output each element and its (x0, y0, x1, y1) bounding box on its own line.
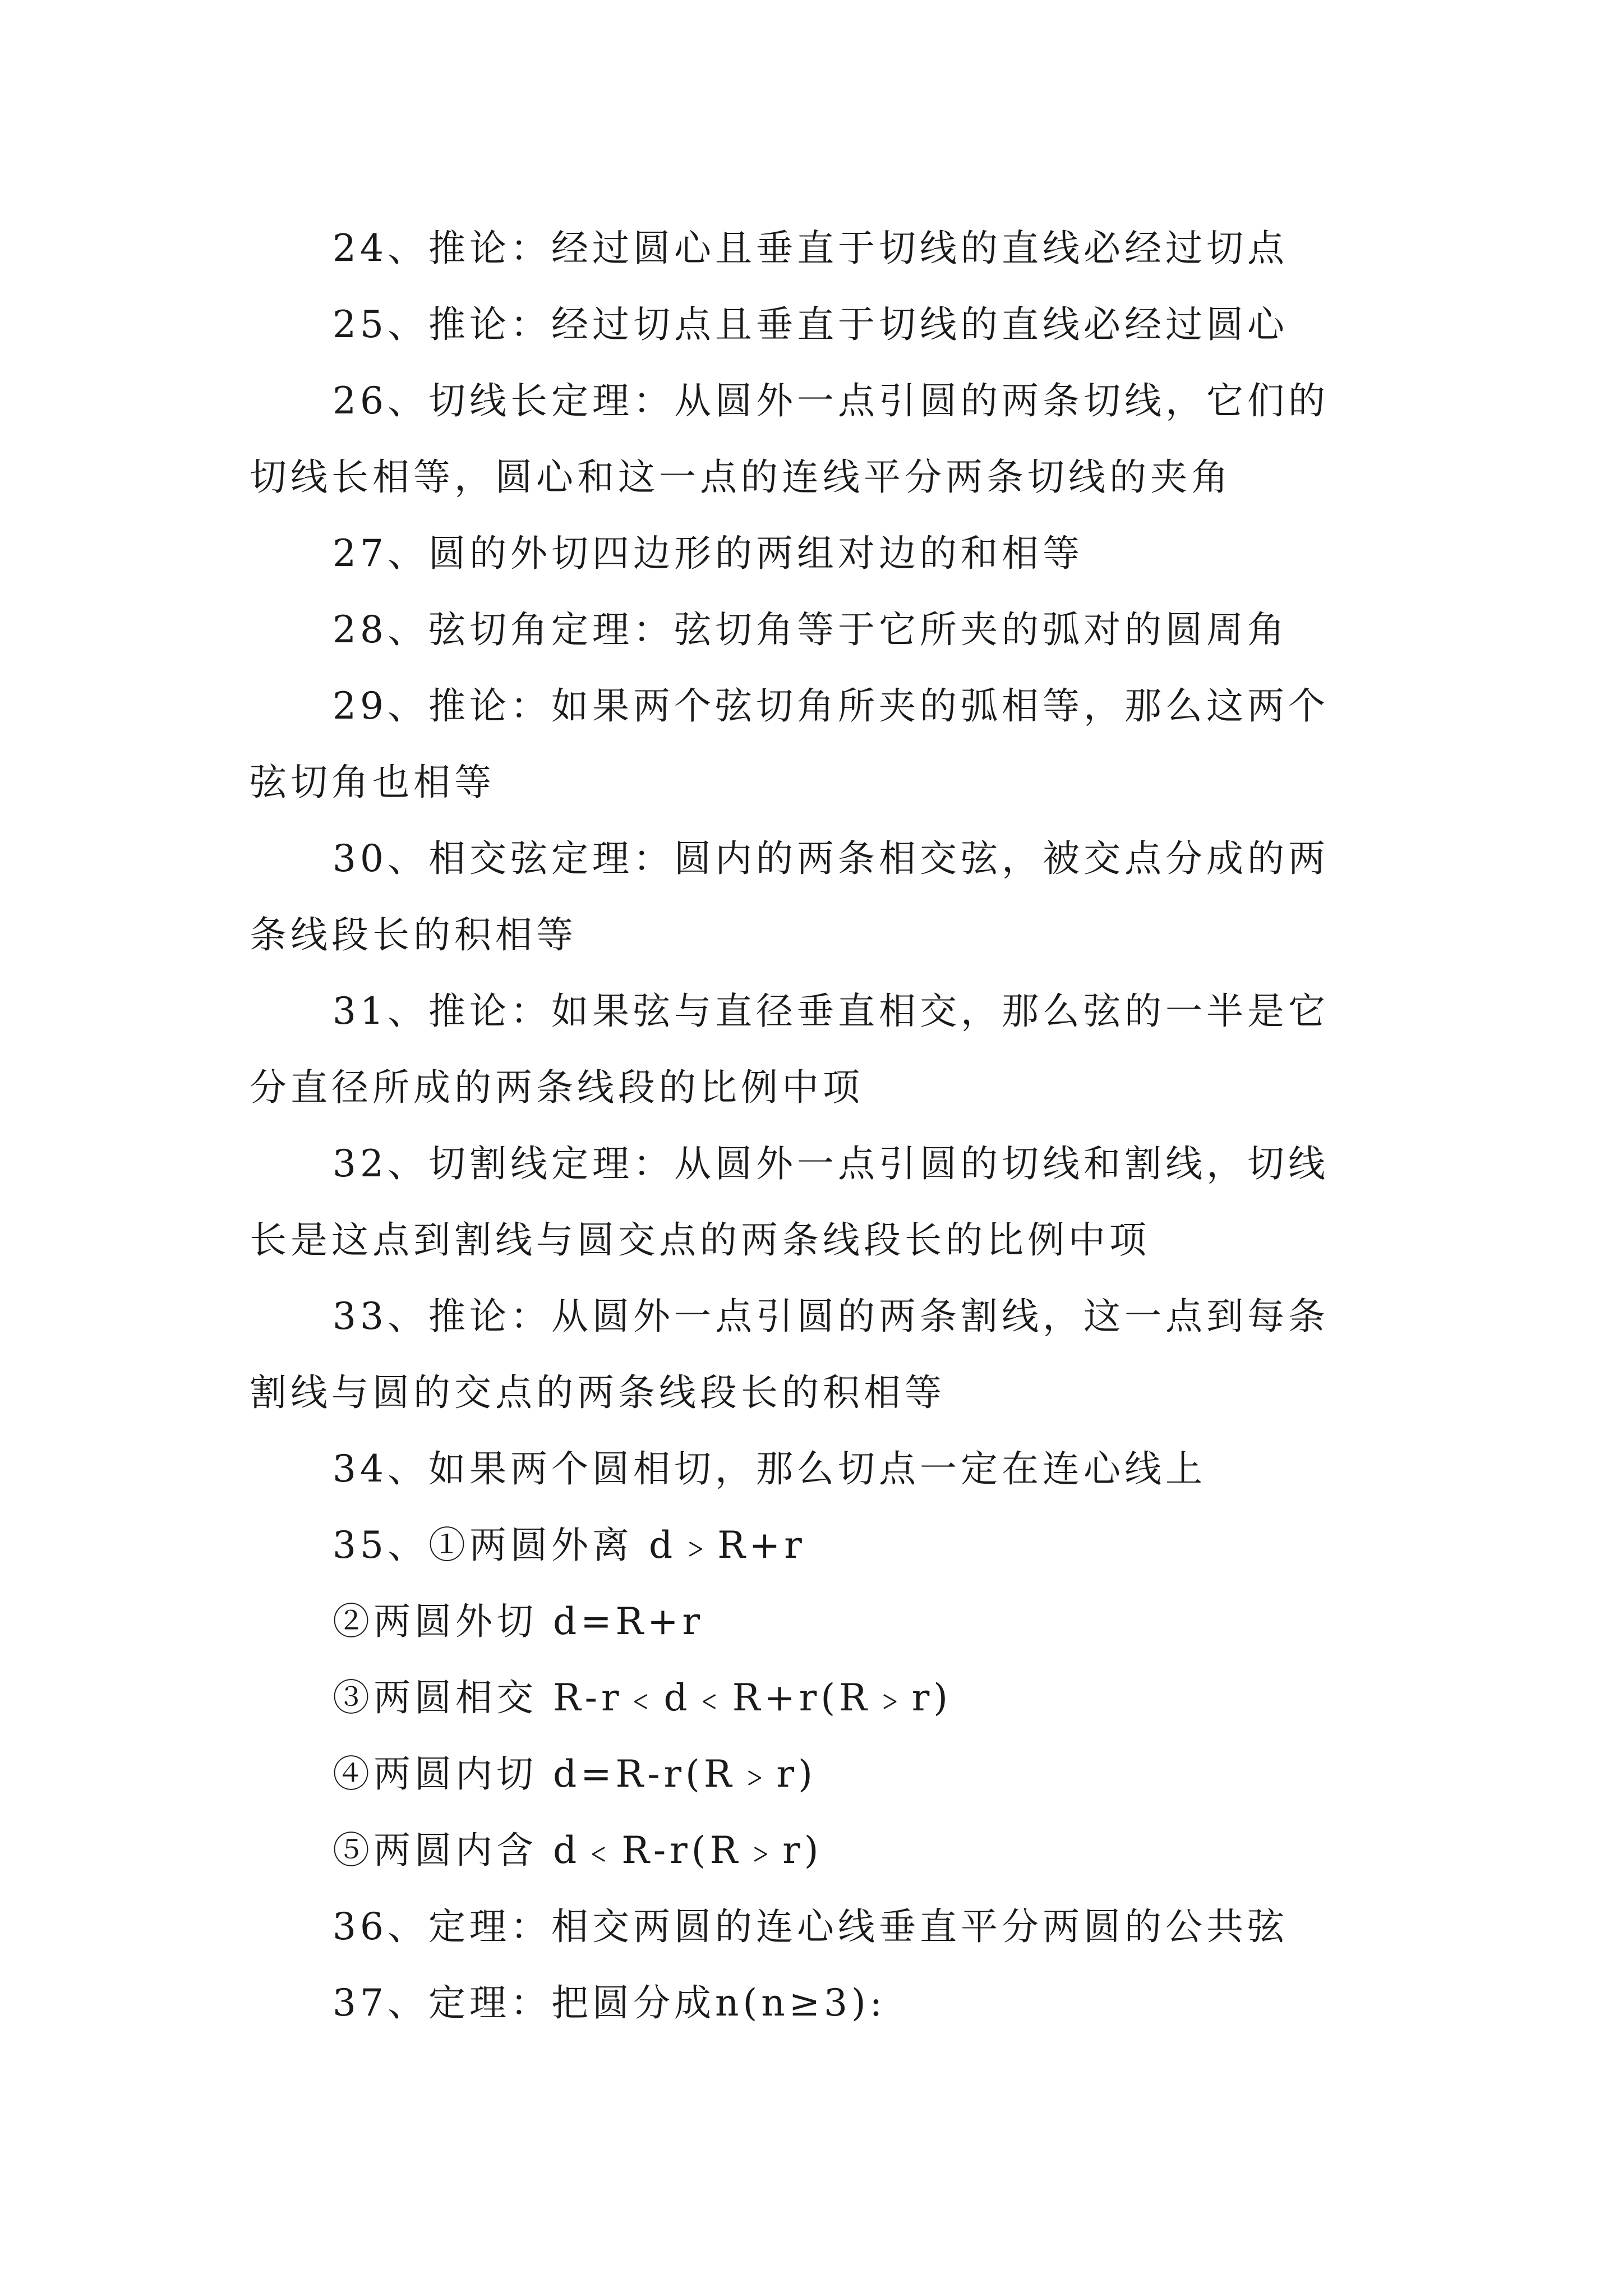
paragraph-line-p26-2: 切线长相等，圆心和这一点的连线平分两条切线的夹角 (250, 455, 1232, 499)
paragraph-line-p24-1: 24、推论：经过圆心且垂直于切线的直线必经过切点 (333, 227, 1288, 270)
paragraph-line-p36-1: 36、定理：相交两圆的连心线垂直平分两圆的公共弦 (333, 1905, 1288, 1948)
paragraph-line-p35d-1: ④两圆内切 d=R-r(R﹥r) (333, 1752, 817, 1796)
paragraph-line-p35e-1: ⑤两圆内含 d﹤R-r(R﹥r) (333, 1829, 823, 1872)
paragraph-line-p31-1: 31、推论：如果弦与直径垂直相交，那么弦的一半是它 (333, 990, 1329, 1033)
paragraph-line-p33-1: 33、推论：从圆外一点引圆的两条割线，这一点到每条 (333, 1295, 1329, 1338)
paragraph-line-p34-1: 34、如果两个圆相切，那么切点一定在连心线上 (333, 1447, 1206, 1490)
paragraph-line-p26-1: 26、切线长定理：从圆外一点引圆的两条切线，它们的 (333, 379, 1329, 422)
paragraph-line-p35a-1: 35、①两圆外离 d﹥R+r (333, 1524, 806, 1567)
paragraph-line-p25-1: 25、推论：经过切点且垂直于切线的直线必经过圆心 (333, 303, 1288, 346)
paragraph-line-p28-1: 28、弦切角定理：弦切角等于它所夹的弧对的圆周角 (333, 608, 1288, 651)
paragraph-line-p27-1: 27、圆的外切四边形的两组对边的和相等 (333, 532, 1083, 575)
paragraph-line-p35c-1: ③两圆相交 R-r﹤d﹤R+r(R﹥r) (333, 1676, 952, 1719)
paragraph-line-p32-1: 32、切割线定理：从圆外一点引圆的切线和割线，切线 (333, 1142, 1329, 1185)
paragraph-line-p33-2: 割线与圆的交点的两条线段长的积相等 (250, 1371, 946, 1414)
paragraph-line-p30-2: 条线段长的积相等 (250, 913, 577, 956)
document-body (250, 210, 1388, 2041)
paragraph-line-p32-2: 长是这点到割线与圆交点的两条线段长的比例中项 (250, 1218, 1150, 1262)
paragraph-line-p37-1: 37、定理：把圆分成n(n≥3): (333, 1981, 887, 2024)
paragraph-line-p30-1: 30、相交弦定理：圆内的两条相交弦，被交点分成的两 (333, 837, 1329, 880)
paragraph-line-p35b-1: ②两圆外切 d=R+r (333, 1600, 704, 1643)
paragraph-line-p29-2: 弦切角也相等 (250, 761, 495, 804)
paragraph-line-p29-1: 29、推论：如果两个弦切角所夹的弧相等，那么这两个 (333, 684, 1329, 728)
paragraph-line-p31-2: 分直径所成的两条线段的比例中项 (250, 1066, 864, 1109)
